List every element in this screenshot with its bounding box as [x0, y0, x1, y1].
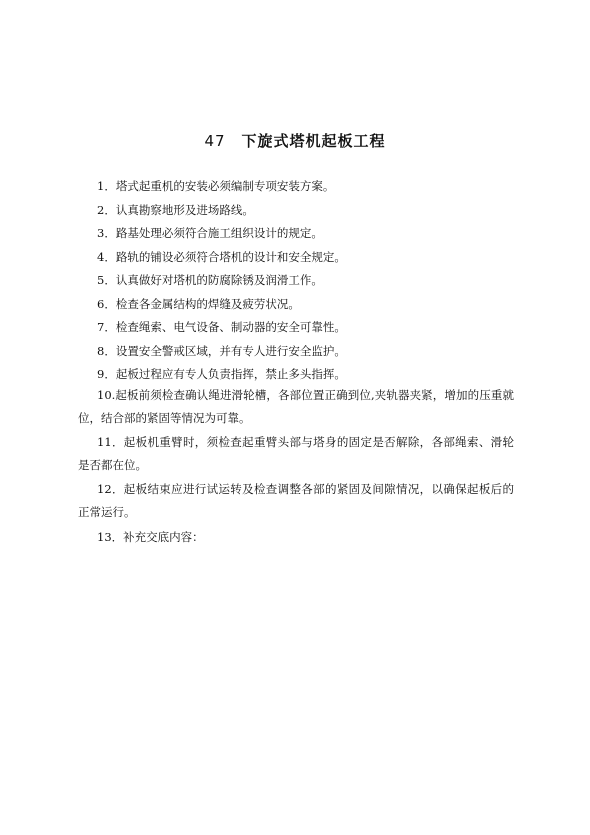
list-item: 1．塔式起重机的安装必须编制专项安装方案。	[97, 179, 335, 193]
list-item: 3．路基处理必须符合施工组织设计的规定。	[97, 226, 323, 240]
title-text: 下旋式塔机起板工程	[241, 132, 386, 150]
list-item: 7．检查绳索、电气设备、制动器的安全可靠性。	[97, 320, 346, 334]
list-item: 4．路轨的铺设必须符合塔机的设计和安全规定。	[97, 250, 346, 264]
paragraph-12: 12．起板结束应进行试运转及检查调整各部的紧固及间隙情况，以确保起板后的正常运行。	[78, 482, 514, 519]
list-item: 9．起板过程应有专人负责指挥，禁止多头指挥。	[97, 367, 346, 381]
list-item: 2．认真勘察地形及进场路线。	[97, 203, 254, 217]
list-item: 8．设置安全警戒区域，并有专人进行安全监护。	[97, 344, 346, 358]
list-item: 5．认真做好对塔机的防腐除锈及润滑工作。	[97, 273, 323, 287]
paragraph-10: 10.起板前须检查确认绳进滑轮槽，各部位置正确到位,夹轨器夹紧，增加的压重就位，结合部的紧固等情况为可靠。	[78, 388, 514, 425]
title-number: 47	[204, 132, 226, 150]
page-title	[0, 130, 590, 151]
paragraph-11: 11．起板机重臂时，须检查起重臂头部与塔身的固定是否解除，各部绳索、滑轮是否都在位。	[78, 435, 514, 472]
list-item-13: 13．补充交底内容：	[97, 530, 204, 544]
list-item: 6．检查各金属结构的焊缝及疲劳状况。	[97, 297, 300, 311]
